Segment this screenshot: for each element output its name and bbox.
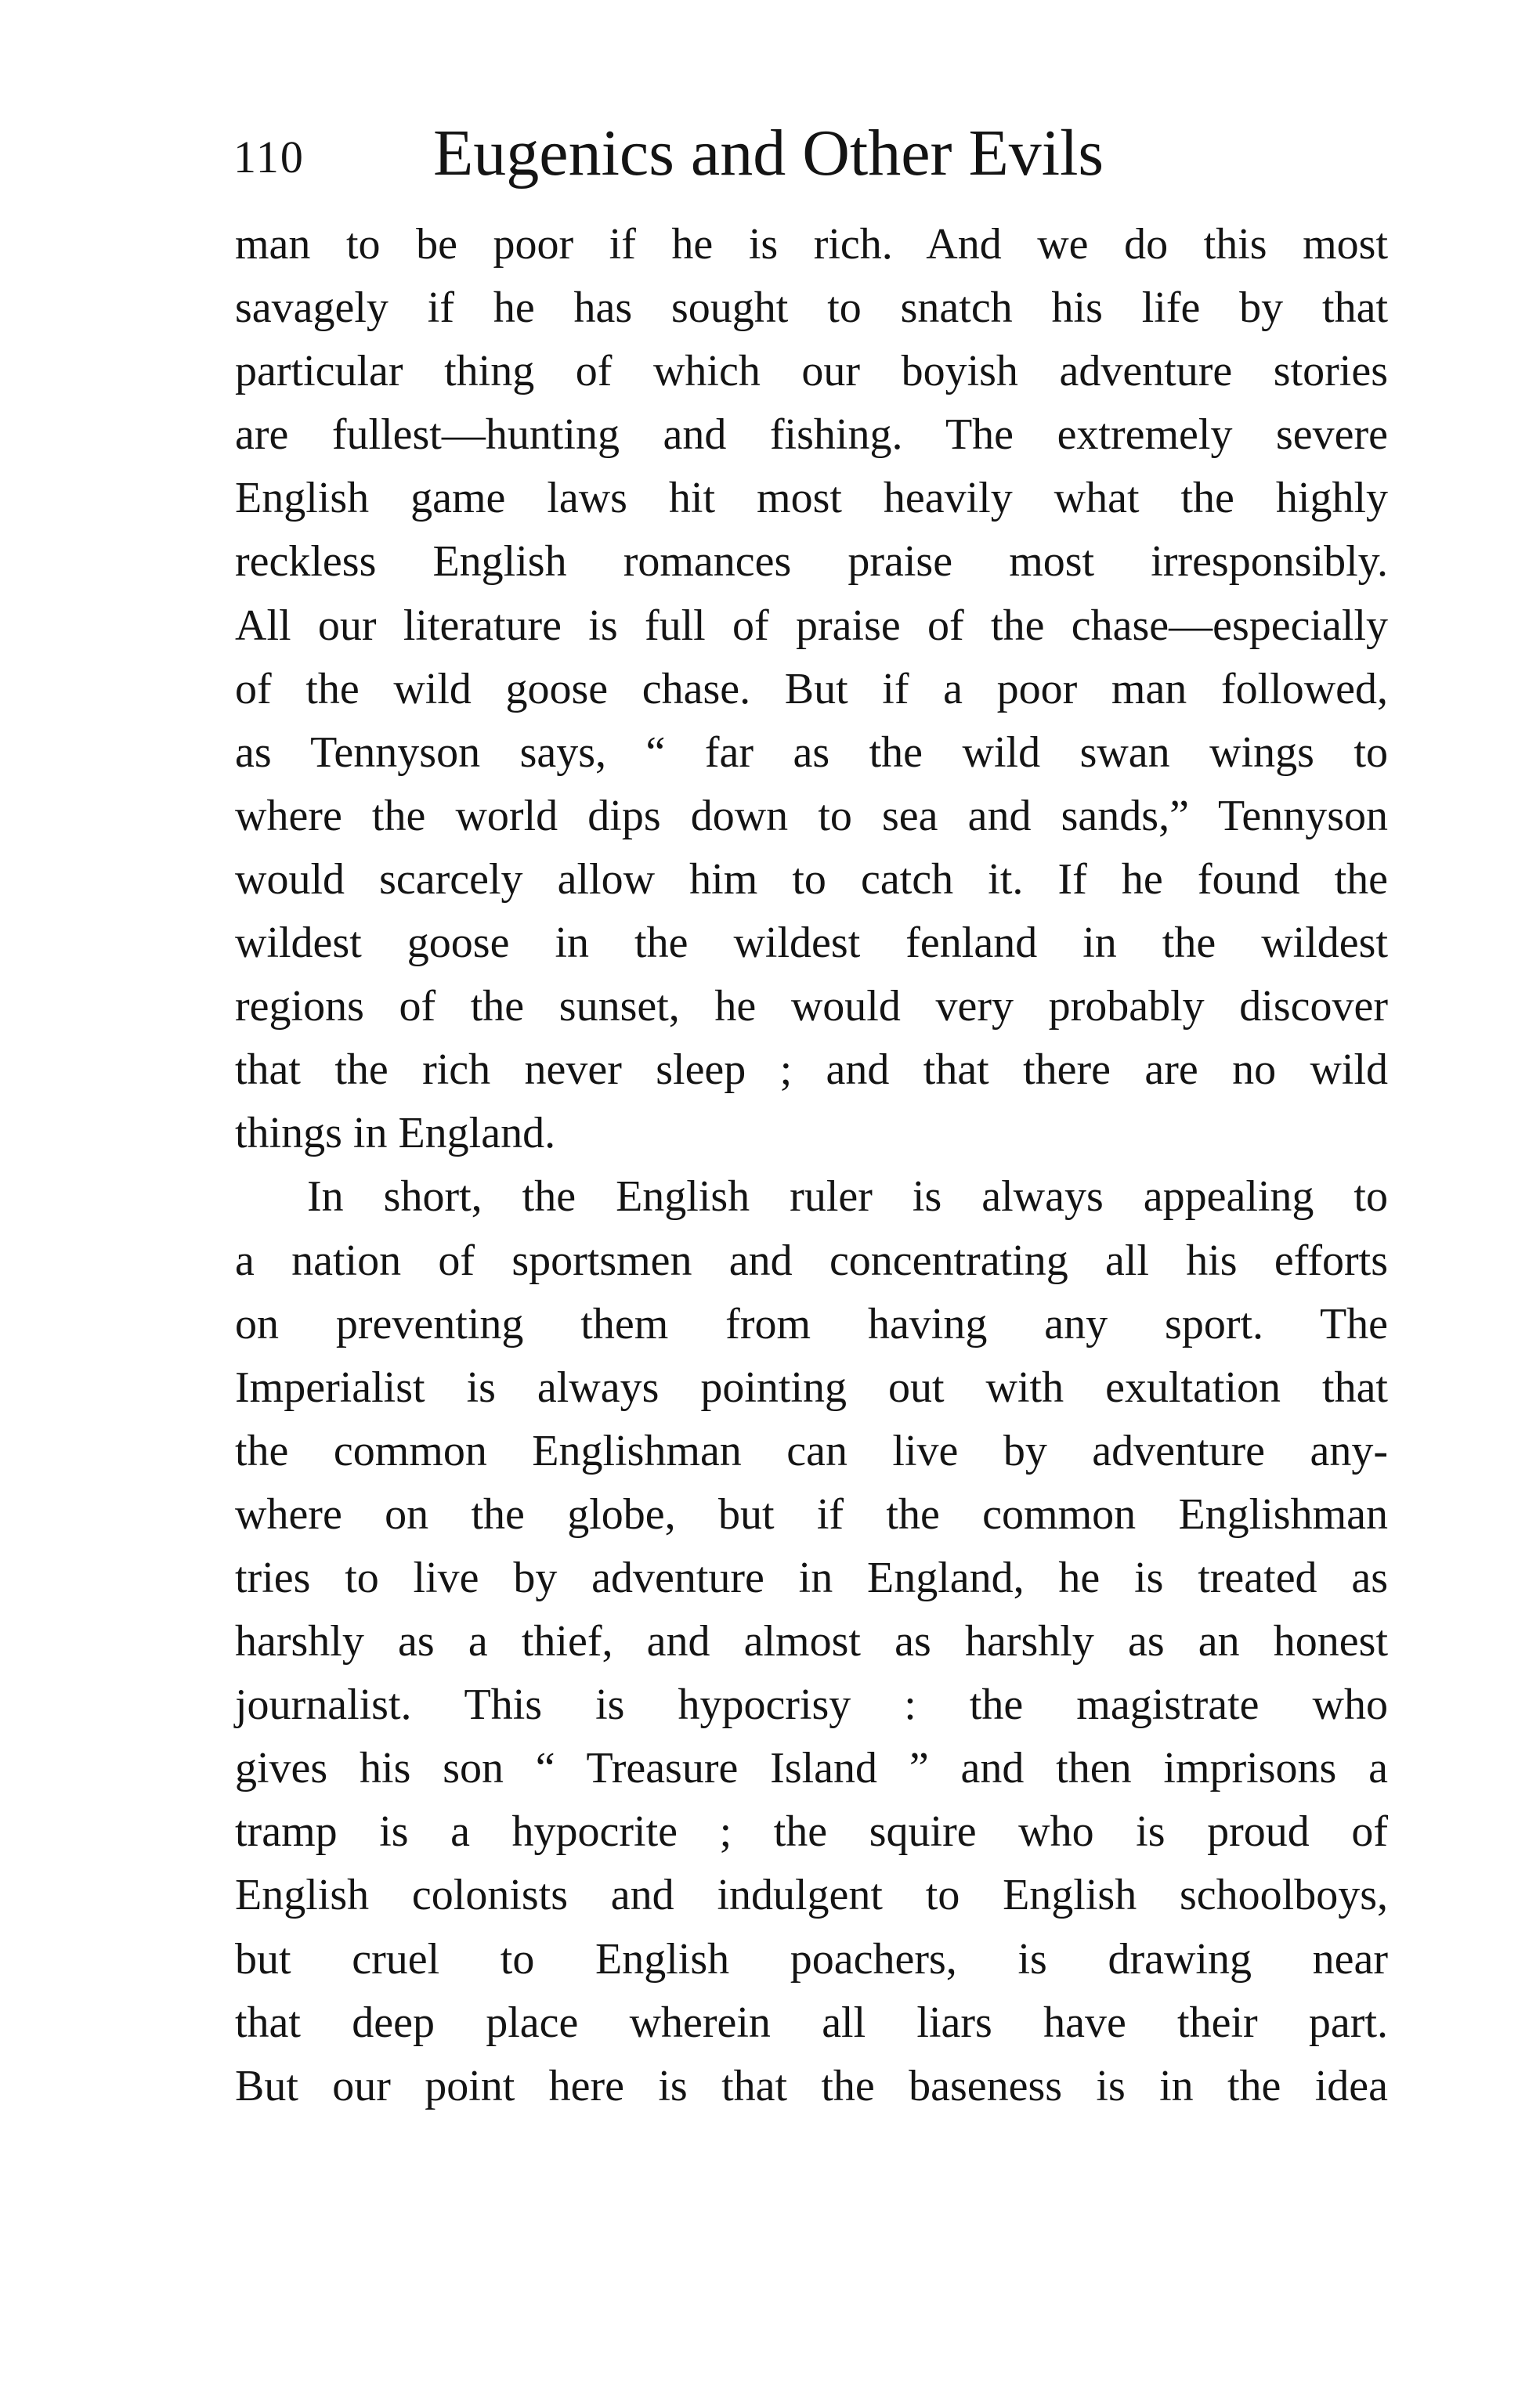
- text-line: would scarcely allow him to catch it. If he found the: [235, 854, 1388, 904]
- text-line: savagely if he has sought to snatch his life by that: [235, 283, 1388, 333]
- text-line: reckless English romances praise most irresponsibly.: [235, 537, 1388, 587]
- paragraph-2: [235, 1165, 1388, 2117]
- text-line: journalist. This is hypocrisy : the magistrate who: [235, 1681, 1388, 1730]
- text-line: that deep place wherein all liars have their part.: [235, 1998, 1388, 2047]
- text-line: harshly as a thief, and almost as harshly as an honest: [235, 1617, 1388, 1666]
- text-line: but cruel to English poachers, is drawing near: [235, 1934, 1388, 1984]
- text-line: tramp is a hypocrite ; the squire who is proud of: [235, 1807, 1388, 1857]
- text-line: where on the globe, but if the common Englishman: [235, 1489, 1388, 1539]
- page-header: [233, 117, 1393, 204]
- text-line: as Tennyson says, “ far as the wild swan wings to: [235, 727, 1388, 777]
- text-line: are fullest—hunting and fishing. The extremely severe: [235, 410, 1388, 460]
- running-title: Eugenics and Other Evils: [433, 117, 1104, 190]
- text-line: gives his son “ Treasure Island ” and then imprisons a: [235, 1744, 1388, 1793]
- text-line: things in England.: [235, 1109, 556, 1158]
- text-line: man to be poor if he is rich. And we do this most: [235, 220, 1388, 269]
- text-line: tries to live by adventure in England, he is treated as: [235, 1553, 1388, 1602]
- text-line: English colonists and indulgent to English schoolboys,: [235, 1871, 1388, 1920]
- text-line: In short, the English ruler is always appealing to: [307, 1172, 1388, 1222]
- text-line: that the rich never sleep ; and that there are no wild: [235, 1045, 1388, 1095]
- text-line: But our point here is that the baseness is in the idea: [235, 2061, 1388, 2110]
- text-line: a nation of sportsmen and concentrating all his efforts: [235, 1236, 1388, 1285]
- text-line: English game laws hit most heavily what the highly: [235, 474, 1388, 523]
- text-line: the common Englishman can live by adventure any-: [235, 1426, 1388, 1475]
- page-number: 110: [233, 132, 305, 182]
- text-line: Imperialist is always pointing out with exultation that: [235, 1363, 1388, 1412]
- text-line: on preventing them from having any sport. The: [235, 1299, 1388, 1348]
- text-line: All our literature is full of praise of the chase—especially: [235, 601, 1388, 650]
- text-line: regions of the sunset, he would very probably discover: [235, 982, 1388, 1031]
- text-line: where the world dips down to sea and sands,” Tennyson: [235, 791, 1388, 840]
- paragraph-1: [235, 213, 1388, 1165]
- text-line: particular thing of which our boyish adventure stories: [235, 347, 1388, 396]
- text-line: wildest goose in the wildest fenland in the wildest: [235, 919, 1388, 968]
- text-line: of the wild goose chase. But if a poor man followed,: [235, 664, 1388, 713]
- body-text: [235, 213, 1388, 2118]
